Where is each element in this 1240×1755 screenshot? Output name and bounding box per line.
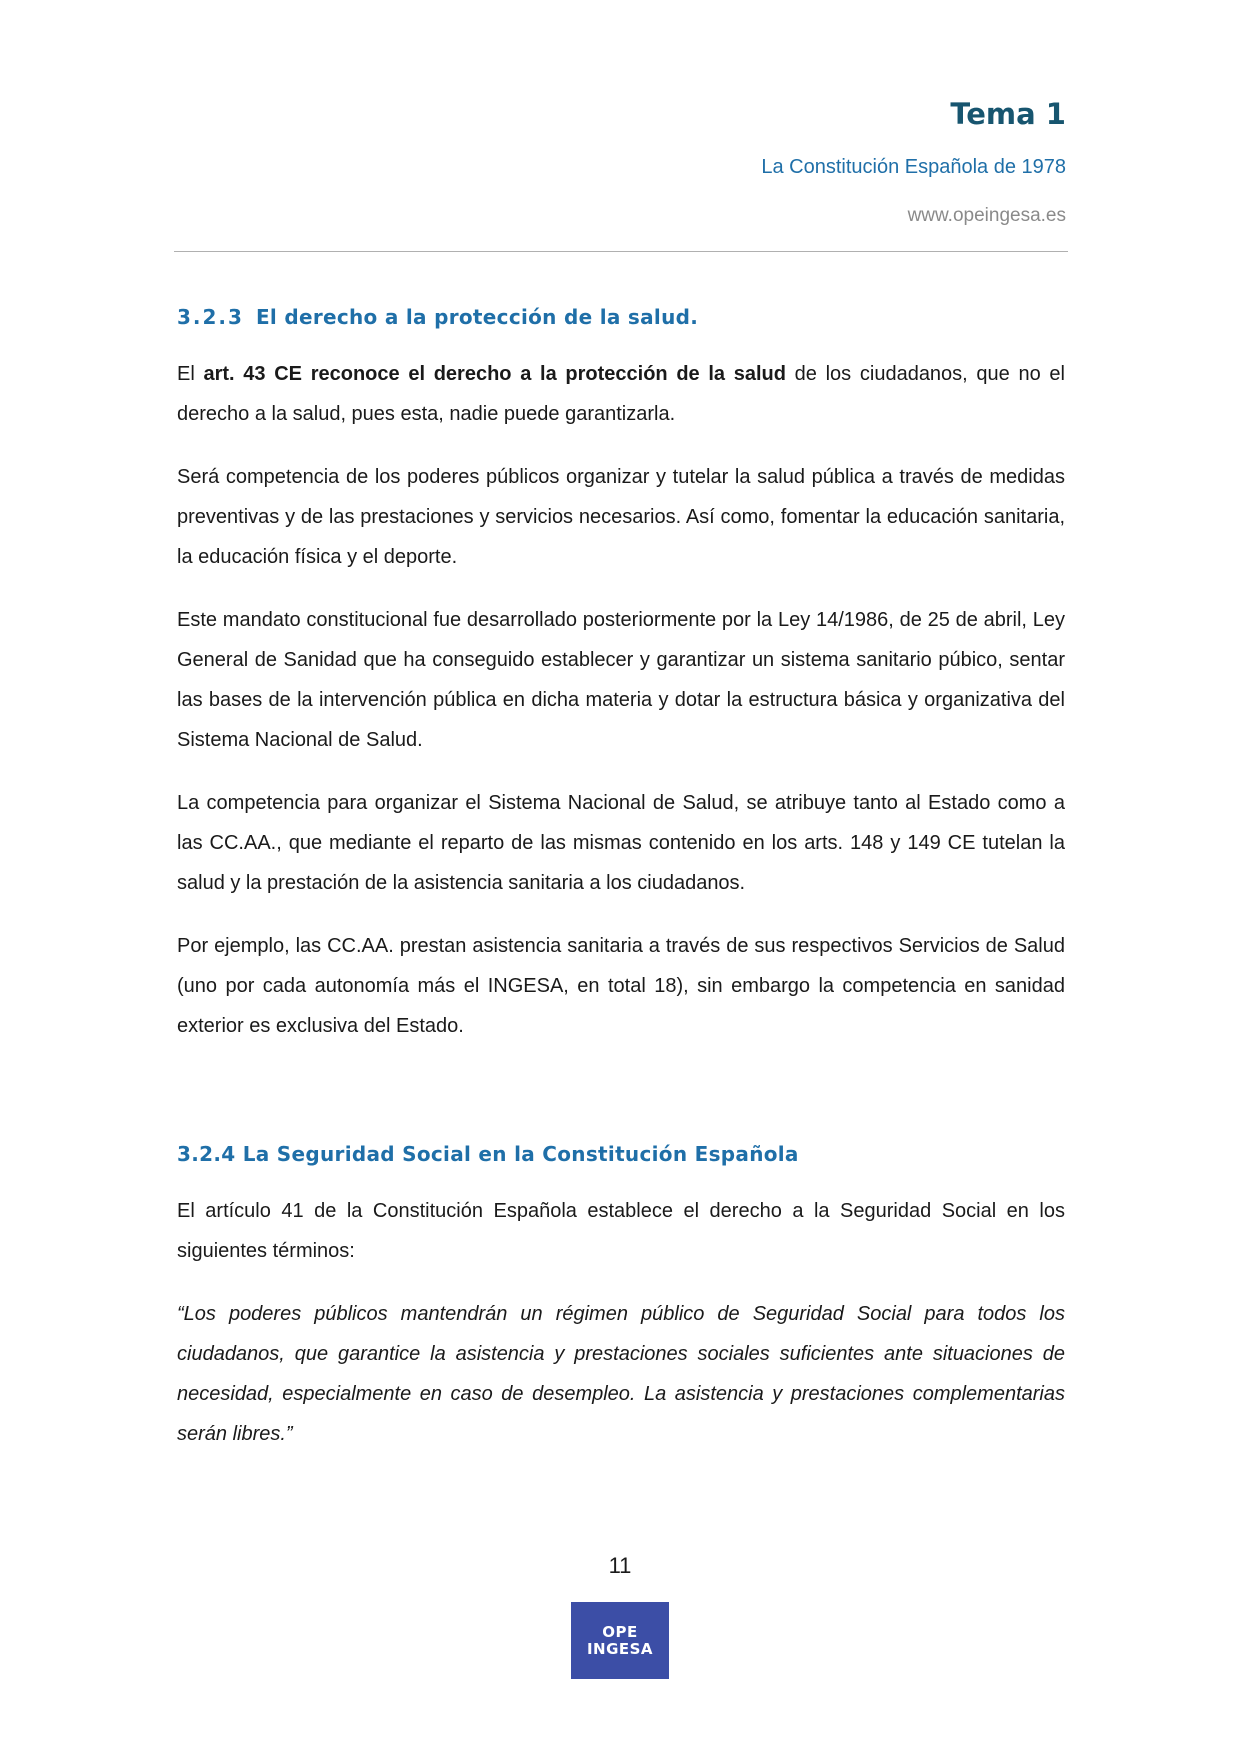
paragraph-articulo41: El artículo 41 de la Constitución Española establece el derecho a la Seguridad Social en los siguientes términos: <box>177 1200 1065 1262</box>
logo-text-ingesa: INGESA <box>586 1639 654 1658</box>
website-url: www.opeingesa.es <box>907 205 1066 226</box>
constitution-quote: “Los poderes públicos mantendrán un régimen público de Seguridad Social para todos los ciudadanos, que garantice la asistencia y prestaciones sociales suficientes ante situaciones de necesidad, especialmente en caso de desempleo. La asistencia y prestaciones complementarias serán libres.” <box>177 1303 1065 1445</box>
ope-ingesa-logo <box>571 1602 669 1679</box>
page-header <box>174 96 1066 228</box>
paragraph-ley-sanidad: Este mandato constitucional fue desarrollado posteriormente por la Ley 14/1986, de 25 de abril, Ley General de Sanidad que ha conseguido establecer y garantizar un sistema sanitario púbico, sentar las bases de la intervención pública en dicha materia y dotar la estructura básica y organizativa del Sistema Nacional de Salud. <box>177 609 1065 751</box>
paragraph-sistema-nacional: La competencia para organizar el Sistema Nacional de Salud, se atribuye tanto al Estado como a las CC.AA., que mediante el reparto de las mismas contenido en los arts. 148 y 149 CE tutelan la salud y la prestación de la asistencia sanitaria a los ciudadanos. <box>177 792 1065 894</box>
paragraph-text: El <box>177 363 204 385</box>
bold-text: art. 43 CE reconoce el derecho a la protección de la salud <box>203 363 786 385</box>
paragraph-text: de los ciudadanos, que no el derecho a la salud, pues esta, nadie puede garantizarla. <box>177 363 1066 425</box>
section-title: El derecho a la protección de la salud. <box>255 305 699 329</box>
section-heading-3-2-4: 3.2.4 La Seguridad Social en la Constitución Española <box>177 1142 799 1166</box>
page-content <box>177 302 1065 1454</box>
page-number: 11 <box>608 1553 632 1578</box>
paragraph-competencia: Será competencia de los poderes públicos organizar y tutelar la salud pública a través de medidas preventivas y de las prestaciones y servicios necesarios. Así como, fomentar la educación sanitaria, la educación física y el deporte. <box>177 466 1065 568</box>
section-number: 3.2.3 <box>177 305 244 329</box>
logo-text-ope: OPE <box>602 1622 638 1641</box>
section-spacer <box>177 1069 1065 1139</box>
paragraph-ejemplo: Por ejemplo, las CC.AA. prestan asistencia sanitaria a través de sus respectivos Servicios de Salud (uno por cada autonomía más el INGESA, en total 18), sin embargo la competencia en sanidad exterior es exclusiva del Estado. <box>177 935 1065 1037</box>
topic-subtitle: La Constitución Española de 1978 <box>761 156 1066 178</box>
paragraph-art43 <box>177 354 1065 434</box>
section-heading-3-2-3 <box>177 302 1065 332</box>
topic-title: Tema 1 <box>950 97 1066 131</box>
header-divider <box>174 251 1068 252</box>
